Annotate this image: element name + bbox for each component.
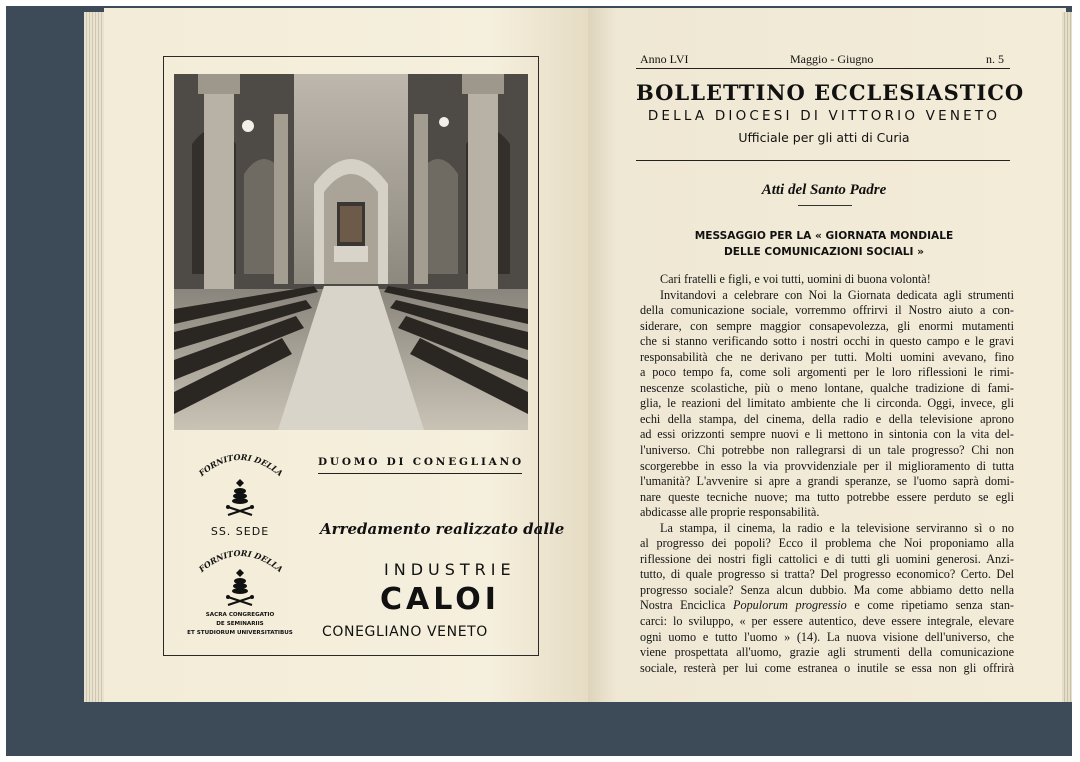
book-page-edges-right (1062, 12, 1072, 702)
body-line: l'universo. Chi potrebbe non rallegrarsi di un tale progresso? Chi non (640, 443, 1014, 458)
body-line: carci: lo sviluppo, « per essere autentico, deve essere integrale, elevare (640, 614, 1014, 629)
body-line: La stampa, il cinema, la radio e la televisione serviranno sì o no (660, 520, 1014, 535)
body-line: riflessione dei nostri figli cattolici e di tutti gli uomini generosi. Anzi- (640, 551, 1014, 566)
body-line: responsabilità che ne derivano per tutti. Molti uomini avevano, fino (640, 349, 1014, 364)
body-line: tutto, di quale progresso si tratta? Del progresso economico? Certo. Del (640, 567, 1014, 582)
supplier-congregation: SACRA CONGREGATIO DE SEMINARIIS ET STUDIORUM UNIVERSITATIBUS (187, 612, 293, 636)
company-city: CONEGLIANO VENETO (322, 624, 488, 640)
body-line: sociale, resterà per lui come estranea o inutile se essa non gli offrirà (640, 660, 1014, 675)
svg-text:FORNITORI DELLA: FORNITORI DELLA (196, 451, 286, 479)
body-line: echi della stampa, del cinema, della radio e della televisione aprono (640, 411, 1014, 426)
papal-crest-icon (220, 477, 260, 517)
body-line: viene prospettata all'uomo, grazie agli strumenti della comunicazione (640, 645, 1014, 660)
ad-tagline: Arredamento realizzato dalle (320, 520, 565, 538)
header-year: Anno LVI (640, 52, 689, 66)
cathedral-interior-photo (174, 74, 528, 430)
bulletin-title: BOLLETTINO ECCLESIASTICO (636, 80, 1025, 105)
section-title: Atti del Santo Padre (761, 182, 887, 198)
title-rule (636, 160, 1010, 161)
body-line: nare queste tecniche nuove; ma tutto potrebbe essere perduto se egli (640, 489, 1014, 504)
bulletin-subtitle-2: Ufficiale per gli atti di Curia (738, 130, 910, 145)
header-rule (636, 68, 1010, 69)
body-line: Nostra Enciclica Populorum progressio e come ripetiamo senza stan- (640, 598, 1014, 613)
company-name-line2: CALOI (380, 582, 500, 617)
suppliers-column (175, 445, 305, 645)
bulletin-subtitle: DELLA DIOCESI DI VITTORIO VENETO (647, 108, 1001, 124)
body-line: Invitandovi a celebrare con Noi la Giornata dedicata agli strumenti (660, 287, 1014, 302)
header-number: n. 5 (986, 52, 1004, 66)
message-title: MESSAGGIO PER LA « GIORNATA MONDIALE DELLE COMUNICAZIONI SOCIALI » (694, 230, 954, 258)
header-months: Maggio - Giugno (790, 52, 874, 66)
body-line: progresso sociale? Senza alcun dubbio. Ma come abbiamo detto nella (640, 582, 1014, 597)
papal-crest-icon (220, 567, 260, 607)
body-line: siderare, con sempre maggior consapevolezza, gli enormi mutamenti (640, 318, 1014, 333)
supplier-holy-see: SS. SEDE (210, 525, 270, 538)
body-line: che si stanno verificando sotto i nostri occhi in questo campo e le gravi (640, 334, 1014, 349)
body-line: Cari fratelli e figli, e voi tutti, uomini di buona volontà! (660, 272, 931, 286)
encyclical-title: Populorum progressio (733, 598, 847, 613)
body-line: nescenze scolastiche, più o meno lontane, qualche tradizione di fami- (640, 380, 1014, 395)
caption-rule (318, 473, 522, 474)
body-line: ogni uomo e tutto l'uomo » (14). La nuova visione dell'universo, che (640, 629, 1014, 644)
company-name-line1: INDUSTRIE (384, 560, 516, 579)
body-line: glia, le reazioni del limitato ambiente che li circonda. Oggi, invece, gli (640, 396, 1014, 411)
body-line: a poco tempo fa, come soli argomenti per le loro riflessioni le rimi- (640, 365, 1014, 380)
body-line: l'umanità? L'avvenire si apre a grandi speranze, se l'uomo saprà domi- (640, 474, 1014, 489)
body-line: ad essi orizzonti sempre nuovi e li mettono in sintonia con la vita del- (640, 427, 1014, 442)
section-rule (798, 205, 852, 206)
body-line: scorgerebbe in esso la via provvidenziale per il miglioramento di tutta (640, 458, 1014, 473)
body-line: della comunicazione sociale, vorremmo offrirvi il Nostro aiuto a con- (640, 303, 1014, 318)
svg-text:FORNITORI DELLA: FORNITORI DELLA (196, 547, 286, 575)
message-body (640, 272, 1014, 676)
body-line: abdicasse alle proprie responsabilità. (640, 505, 820, 520)
photo-caption: DUOMO DI CONEGLIANO (318, 456, 524, 468)
body-line: al progresso dei popoli? Ecco il problema che Noi proponiamo alla (640, 536, 1014, 551)
